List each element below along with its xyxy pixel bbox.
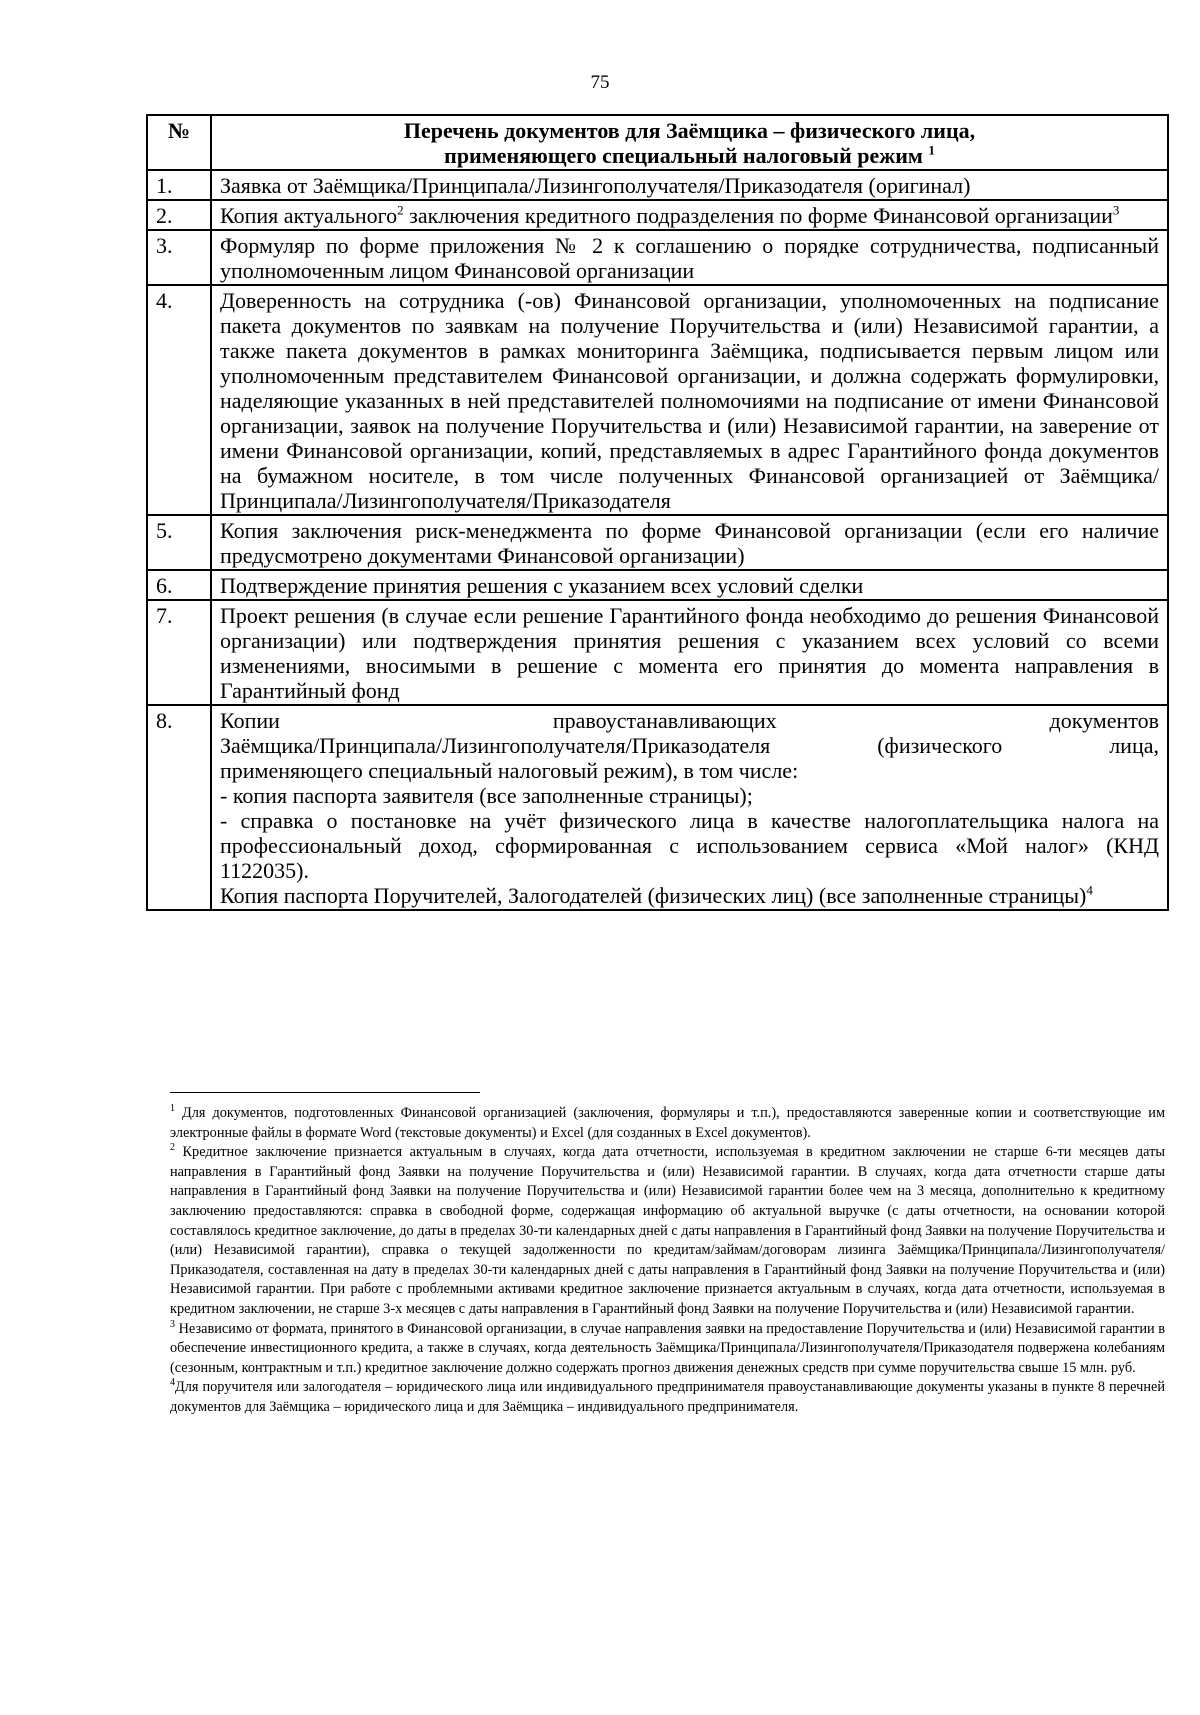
row-number: 7. [147, 600, 211, 705]
footnote-ref-1: 1 [928, 142, 935, 158]
row-text: Доверенность на сотрудника (-ов) Финансовой организации, уполномоченных на подписание пакета документов по заявкам на получение Поручительства и (или) Независимой гарантии, а также пакета документов в рамках мониторинга Заёмщика, подписывается первым лицом или уполномоченным представителем Финансовой организации, и должна содержать формулировки, наделяющие указанных в ней представителей полномочиями на подписание от имени Финансовой организации, заявок на получение Поручительства и (или) Независимой гарантии, на заверение от имени Финансовой организации, копий, представляемых в адрес Гарантийного фонда документов на бумажном носителе, в том числе полученных Финансовой организацией от Заёмщика/Принципала/Лизингополучателя/Приказодателя [211, 285, 1168, 515]
row-text-line [220, 733, 1159, 758]
footnote-marker: 2 [170, 1142, 175, 1154]
row-number: 4. [147, 285, 211, 515]
row-text-part: Заёмщика/Принципала/Лизингополучателя/Приказодателя [220, 733, 771, 758]
footnote [170, 1104, 1165, 1143]
row-text-line: - справка о постановке на учёт физического лица в качестве налогоплательщика налога на профессиональный доход, сформированная с использованием сервиса «Мой налог» (КНД 1122035). [220, 808, 1159, 883]
footnote-text: Кредитное заключение признается актуальным в случаях, когда дата отчетности, используемая в кредитном заключении не старше 6-ти месяцев даты направления в Гарантийный фонд Заявки на получение Поручительства и (или) Независимой гарантии. В случаях, когда дата отчетности старше даты направления в Гарантийный фонд Заявки на получение Поручительства и (или) Независимой гарантии более чем на 3 месяца, дополнительно к кредитному заключению предоставляются: справка в свободной форме, содержащая информацию об актуальной выручке (с даты отчетности, на основании которой составлялось кредитное заключение, до даты в пределах 30-ти календарных дней с даты направления в Гарантийный фонд Заявки на получение Поручительства и (или) Независимой гарантии), справка о текущей задолженности по кредитам/займам/договорам лизинга Заёмщика/Принципала/Лизингополучателя/Приказодателя, составленная на дату в пределах 30-ти календарных дней с даты направления в Гарантийный фонд Заявки на получение Поручительства и (или) Независимой гарантии. При работе с проблемными активами кредитное заключение признается актуальным в случаях, когда дата отчетности, используемая в кредитном заключении, не старше 3-х месяцев с даты направления в Гарантийный фонд Заявки на получение Поручительства и (или) Независимой гарантии. [170, 1144, 1165, 1317]
row-text: Заявка от Заёмщика/Принципала/Лизингополучателя/Приказодателя (оригинал) [211, 170, 1168, 200]
footnote-ref-2: 2 [397, 202, 404, 218]
row-text-line: - копия паспорта заявителя (все заполненные страницы); [220, 783, 753, 808]
table-row [147, 515, 1168, 570]
table-row [147, 170, 1168, 200]
footnote [170, 1320, 1165, 1379]
table-title-line1: Перечень документов для Заёмщика – физического лица, [403, 118, 976, 143]
footnote [170, 1143, 1165, 1319]
row-text-part: заключения кредитного подразделения по форме Финансовой организации [403, 203, 1113, 228]
table-row [147, 200, 1168, 230]
row-text: Формуляр по форме приложения № 2 к соглашению о порядке сотрудничества, подписанный уполномоченным лицом Финансовой организации [211, 230, 1168, 285]
table-row [147, 570, 1168, 600]
row-number: 2. [147, 200, 211, 230]
footnote-separator [170, 1092, 480, 1093]
row-text-part: лица, [1109, 733, 1159, 758]
footnote-text: Независимо от формата, принятого в Финансовой организации, в случае направления заявки на предоставление Поручительства и (или) Независимой гарантии в обеспечение инвестиционного кредита, а также в случаях, когда деятельность Заёмщика/Принципала/Лизингополучателя/Приказодателя подвержена колебаниям (сезонным, контрактным и т.п.) кредитное заключение должно содержать прогноз движения денежных средств при сумме поручительства свыше 15 млн. руб. [170, 1320, 1165, 1376]
row-text-line: применяющего специальный налоговый режим), в том числе: [220, 758, 799, 783]
table-row [147, 285, 1168, 515]
row-text [211, 200, 1168, 230]
footnote-marker: 1 [170, 1103, 175, 1115]
table-title [211, 115, 1168, 170]
footnote-text: Для документов, подготовленных Финансовой организацией (заключения, формуляры и т.п.), предоставляются заверенные копии и соответствующие им электронные файлы в формате Word (текстовые документы) и Excel (для созданных в Excel документов). [170, 1105, 1165, 1141]
row-text: Проект решения (в случае если решение Гарантийного фонда необходимо до решения Финансовой организации) или подтверждения принятия решения с указанием всех условий со всеми изменениями, вносимыми в решение с момента его принятия до момента направления в Гарантийный фонд [211, 600, 1168, 705]
row-text-part: правоустанавливающих [552, 708, 777, 733]
table-row [147, 705, 1168, 910]
row-text-line [220, 883, 1159, 908]
row-number: 8. [147, 705, 211, 910]
row-text-part: Копия актуального [220, 203, 398, 228]
row-text [211, 705, 1168, 910]
footnote-ref-4: 4 [1086, 882, 1093, 898]
row-number: 5. [147, 515, 211, 570]
footnote [170, 1378, 1165, 1417]
table-header-row [147, 115, 1168, 170]
row-number: 1. [147, 170, 211, 200]
table-row [147, 230, 1168, 285]
table-title-line2: применяющего специальный налоговый режим [444, 143, 923, 168]
row-text-line [220, 708, 1159, 733]
row-text-part: Копия паспорта Поручителей, Залогодателей (физических лиц) (все заполненные страницы) [220, 883, 1087, 908]
table-row [147, 600, 1168, 705]
row-text: Копия заключения риск-менеджмента по форме Финансовой организации (если его наличие предусмотрено документами Финансовой организации) [211, 515, 1168, 570]
row-text-part: Копии [220, 708, 280, 733]
footnotes [170, 1104, 1165, 1418]
row-number: 3. [147, 230, 211, 285]
footnote-marker: 3 [170, 1318, 175, 1330]
row-text-part: документов [1049, 708, 1159, 733]
row-text: Подтверждение принятия решения с указанием всех условий сделки [211, 570, 1168, 600]
header-number: № [147, 115, 211, 170]
row-number: 6. [147, 570, 211, 600]
documents-table [146, 114, 1169, 911]
footnote-marker: 4 [170, 1377, 175, 1389]
page-number: 75 [590, 72, 610, 93]
footnote-ref-3: 3 [1112, 202, 1120, 218]
row-text-part: (физического [877, 733, 1003, 758]
footnote-text: Для поручителя или залогодателя – юридического лица или индивидуального предпринимателя правоустанавливающие документы указаны в пункте 8 перечней документов для Заёмщика – юридического лица и для Заёмщика – индивидуального предпринимателя. [170, 1379, 1165, 1415]
